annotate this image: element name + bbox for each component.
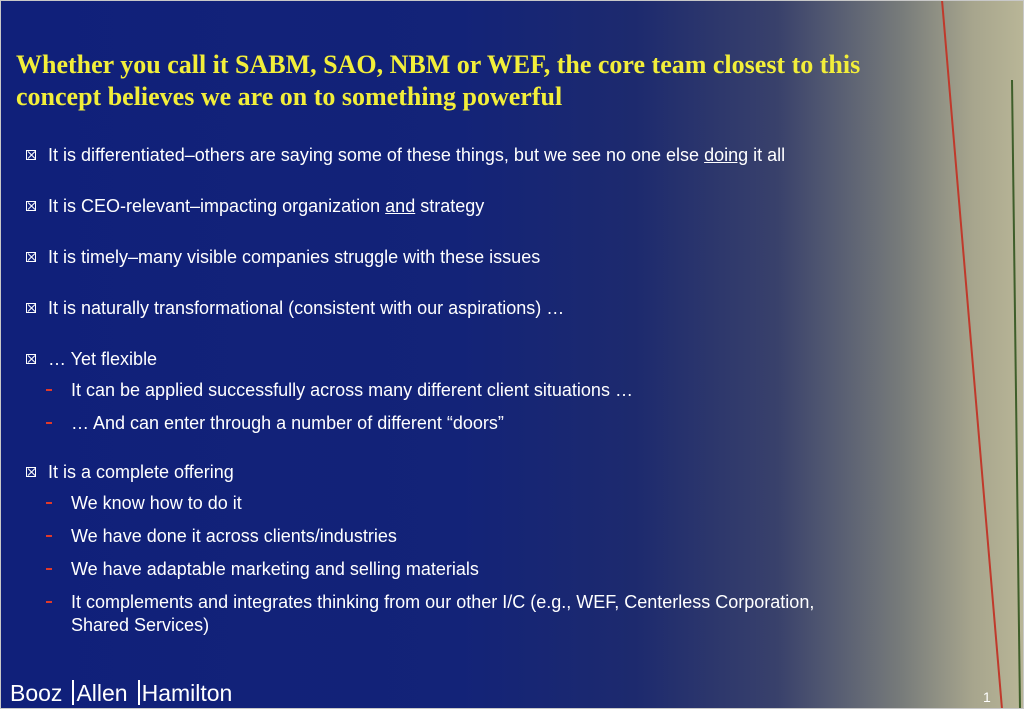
sub-bullet [24,492,924,515]
sub-bullet [24,412,924,435]
bullet-underlined: doing [704,145,749,165]
checkbox-bullet-icon [26,150,36,160]
checkbox-bullet-icon [26,354,36,364]
page-number: 1 [983,689,991,705]
bullet-text: It is naturally transformational (consistent with our aspirations) … [48,298,565,318]
vertical-green-line [1012,80,1020,709]
bullet-differentiated [24,142,924,168]
sub-bullet-text: It complements and integrates thinking from our other I/C (e.g., WEF, Centerless Corporation, Shared Services) [71,592,815,635]
checkbox-bullet-icon [26,467,36,477]
bullet-text: It is CEO-relevant–impacting organization [48,196,386,216]
company-logo [10,678,232,708]
dash-bullet-icon [46,568,52,570]
sub-bullet [24,379,924,402]
sub-bullet-text: We have adaptable marketing and selling materials [71,559,479,579]
sub-bullet [24,525,924,548]
sub-bullet-text: We know how to do it [71,493,242,513]
slide-title: Whether you call it SABM, SAO, NBM or WEF, the core team closest to this concept believes we are on to something powerful [16,50,861,111]
bullet-text: … Yet flexible [48,349,158,369]
logo-divider [138,680,140,705]
bullet-text-end: strategy [415,196,485,216]
bullet-text: It is timely–many visible companies struggle with these issues [48,247,541,267]
dash-bullet-icon [46,422,52,424]
bullet-ceo-relevant [24,193,924,219]
bullet-underlined: and [385,196,416,216]
bullet-flexible [24,346,924,372]
sub-bullet-text: We have done it across clients/industries [71,526,397,546]
bullet-text: It is differentiated–others are saying some of these things, but we see no one else [48,145,705,165]
sub-bullet [24,558,924,581]
sub-bullet-text: … And can enter through a number of different “doors” [71,413,504,433]
checkbox-bullet-icon [26,252,36,262]
bullet-text-end: it all [748,145,786,165]
diagonal-red-line [942,0,1002,709]
bullet-list [24,142,924,637]
sub-bullet [24,591,871,637]
dash-bullet-icon [46,502,52,504]
sub-bullet-text: It can be applied successfully across many different client situations … [71,380,633,400]
logo-word-booz: Booz [10,680,63,706]
bullet-complete-offering [24,459,924,485]
checkbox-bullet-icon [26,303,36,313]
checkbox-bullet-icon [26,201,36,211]
bullet-timely [24,244,924,270]
logo-divider [72,680,74,705]
bullet-transformational [24,295,924,321]
logo-word-allen: Allen [76,680,128,706]
bullet-text: It is a complete offering [48,462,234,482]
dash-bullet-icon [46,535,52,537]
dash-bullet-icon [46,601,52,603]
logo-word-hamilton: Hamilton [141,680,233,706]
dash-bullet-icon [46,389,52,391]
